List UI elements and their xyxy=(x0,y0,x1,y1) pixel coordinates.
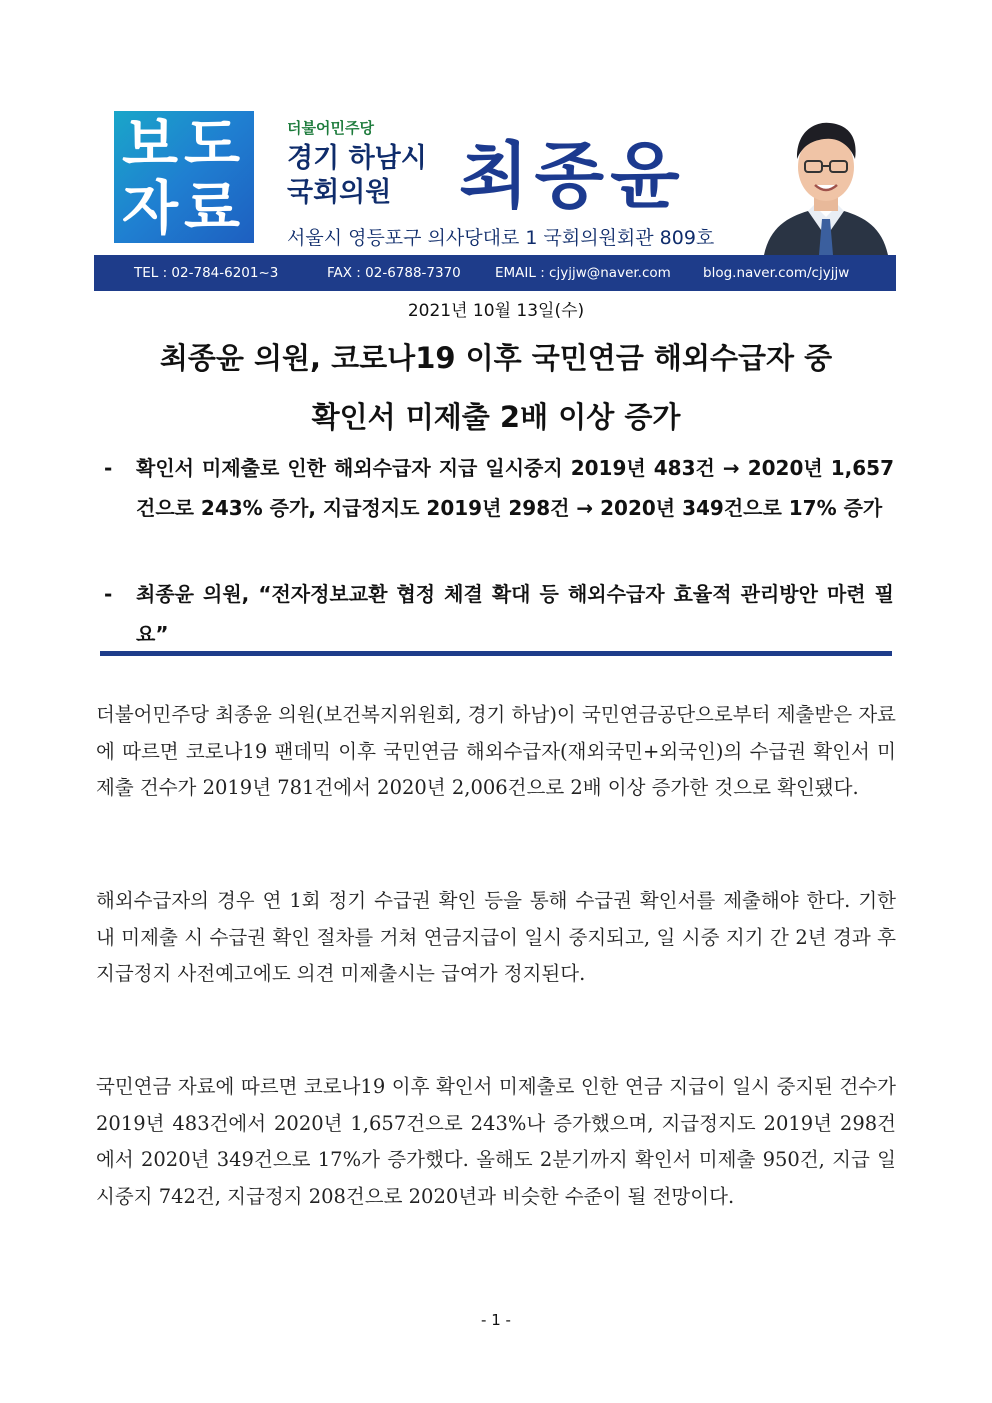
header-divider xyxy=(100,651,892,656)
subheadline-text: 확인서 미제출로 인한 해외수급자 지급 일시중지 2019년 483건 → 2020년 1,657건으로 243% 증가, 지급정지도 2019년 298건 → 2020년 349건으로 17% 증가 xyxy=(136,456,894,520)
contact-bar xyxy=(94,255,896,291)
subheadline-dash: - xyxy=(104,582,113,606)
contact-tel: TEL : 02-784-6201~3 xyxy=(134,265,279,281)
region-line-1: 경기 하남시 xyxy=(287,143,427,174)
release-date: 2021년 10월 13일(수) xyxy=(407,301,585,321)
mp-name: 최종윤 xyxy=(459,134,686,218)
mp-portrait-photo xyxy=(758,107,894,255)
headline-line-2: 확인서 미제출 2배 이상 증가 xyxy=(311,400,681,434)
subheadline-1 xyxy=(104,448,894,528)
body-paragraph: 해외수급자의 경우 연 1회 정기 수급권 확인 등을 통해 수급권 확인서를 제출해야 한다. 기한 내 미제출 시 수급권 확인 절차를 거쳐 연금지급이 일시 중지되고, 일 시중 지기 간 2년 경과 후 지급정지 사전예고에도 의견 미제출시는 급여가 정지된다. xyxy=(96,889,896,985)
subheadline-text: 최종윤 의원, “전자정보교환 협정 체결 확대 등 해외수급자 효율적 관리방안 마련 필요” xyxy=(136,582,894,646)
party-logo-text: 더불어민주당 xyxy=(287,119,374,137)
headline-line-1: 최종윤 의원, 코로나19 이후 국민연금 해외수급자 중 xyxy=(159,341,833,375)
body-paragraph: 더불어민주당 최종윤 의원(보건복지위원회, 경기 하남)이 국민연금공단으로부터 제출받은 자료에 따르면 코로나19 팬데믹 이후 국민연금 해외수급자(재외국민+외국인)의 수급권 확인서 미제출 건수가 2019년 781건에서 2020년 2,006건으로 2배 이상 증가한 것으로 확인됐다. xyxy=(96,703,896,799)
press-release-badge xyxy=(114,111,254,243)
subheadline-dash: - xyxy=(104,456,113,480)
badge-bottom-text: 자료 xyxy=(121,174,247,242)
page-number: - 1 - xyxy=(481,1311,511,1329)
contact-blog: blog.naver.com/cjyjjw xyxy=(703,265,850,281)
subheadline-2 xyxy=(104,574,894,654)
office-address: 서울시 영등포구 의사당대로 1 국회의원회관 809호 xyxy=(287,227,715,249)
mp-region xyxy=(287,142,427,210)
region-line-2: 국회의원 xyxy=(287,177,392,208)
body-paragraph: 국민연금 자료에 따르면 코로나19 이후 확인서 미제출로 인한 연금 지급이 일시 중지된 건수가 2019년 483건에서 2020년 1,657건으로 243%나 증가했으며, 지급정지도 2019년 298건에서 2020년 349건으로 17%가 증가했다. 올해도 2분기까지 확인서 미제출 950건, 지급 일시중지 742건, 지급정지 208건으로 2020년과 비슷한 수준이 될 전망이다. xyxy=(96,1075,896,1208)
contact-email: EMAIL : cjyjjw@naver.com xyxy=(495,265,671,281)
contact-fax: FAX : 02-6788-7370 xyxy=(327,265,461,281)
badge-top-text: 보도 xyxy=(121,110,247,178)
